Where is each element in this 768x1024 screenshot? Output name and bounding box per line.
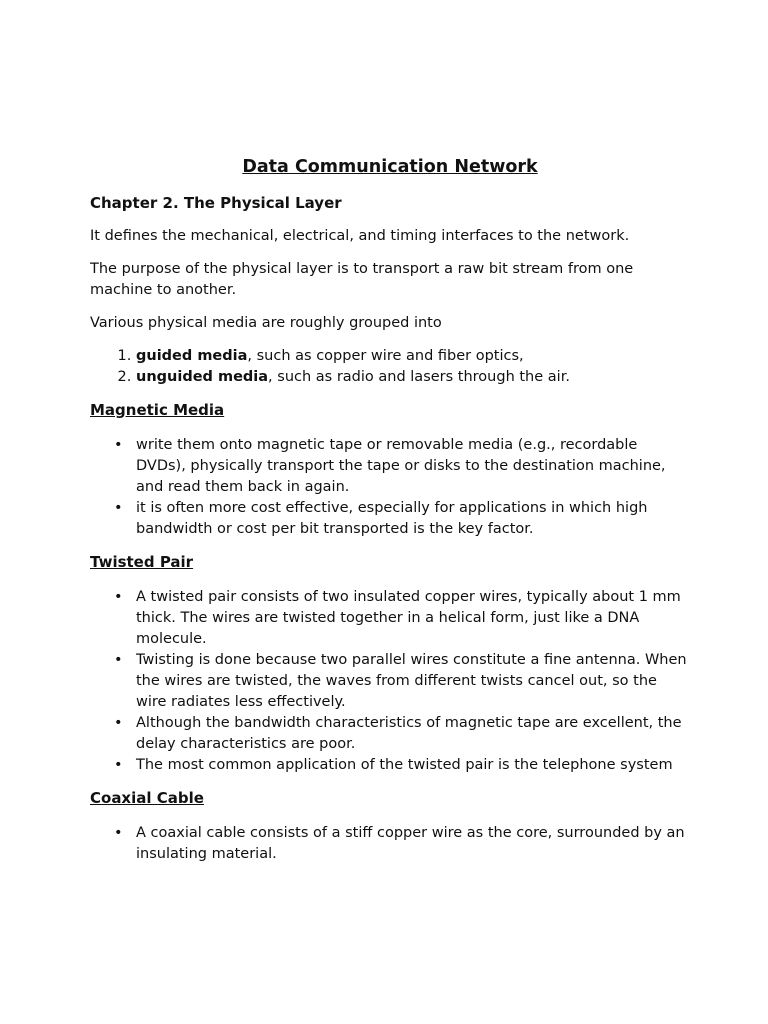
bullet-icon: • [114, 757, 123, 773]
intro-paragraph-3: Various physical media are roughly grouped into [90, 315, 442, 331]
media-term: unguided media [136, 369, 269, 385]
list-item [114, 587, 690, 650]
bullet-text: write them onto magnetic tape or removable media (e.g., recordable DVDs), physically transport the tape or disks to the destination machine, and read them back in again. [136, 437, 666, 495]
list-item [114, 713, 690, 755]
magnetic-media-list [90, 435, 690, 540]
media-term: guided media [136, 348, 248, 364]
list-item [136, 367, 690, 388]
bullet-icon: • [114, 825, 123, 841]
bullet-icon: • [114, 437, 123, 453]
bullet-icon: • [114, 715, 123, 731]
intro-paragraph-2: The purpose of the physical layer is to transport a raw bit stream from one machine to another. [90, 261, 634, 298]
list-item [136, 346, 690, 367]
bullet-text: it is often more cost effective, especially for applications in which high bandwidth or cost per bit transported is the key factor. [136, 500, 648, 537]
bullet-text: The most common application of the twisted pair is the telephone system [136, 757, 673, 773]
list-item [114, 823, 690, 865]
media-description: , such as radio and lasers through the air. [268, 369, 570, 385]
coaxial-cable-list [90, 823, 690, 865]
intro-paragraph-1: It defines the mechanical, electrical, and timing interfaces to the network. [90, 228, 630, 244]
list-item [114, 650, 690, 713]
bullet-text: Twisting is done because two parallel wires constitute a fine antenna. When the wires are twisted, the waves from different twists cancel out, so the wire radiates less effectively. [136, 652, 687, 710]
chapter-heading: Chapter 2. The Physical Layer [90, 194, 342, 212]
document-title: Data Communication Network [242, 157, 538, 177]
bullet-icon: • [114, 589, 123, 605]
media-groups-list [90, 346, 690, 388]
bullet-text: A twisted pair consists of two insulated copper wires, typically about 1 mm thick. The wires are twisted together in a helical form, just like a DNA molecule. [136, 589, 681, 647]
bullet-icon: • [114, 652, 123, 668]
twisted-pair-list [90, 587, 690, 776]
bullet-text: A coaxial cable consists of a stiff copper wire as the core, surrounded by an insulating material. [136, 825, 685, 862]
section-heading-coaxial-cable: Coaxial Cable [90, 789, 204, 807]
list-item [114, 755, 690, 776]
media-description: , such as copper wire and fiber optics, [247, 348, 524, 364]
list-item [114, 435, 690, 498]
bullet-text: Although the bandwidth characteristics of magnetic tape are excellent, the delay characteristics are poor. [136, 715, 682, 752]
section-heading-twisted-pair: Twisted Pair [90, 553, 194, 571]
list-item [114, 498, 690, 540]
section-heading-magnetic-media: Magnetic Media [90, 401, 225, 419]
document-page [90, 155, 690, 877]
bullet-icon: • [114, 500, 123, 516]
